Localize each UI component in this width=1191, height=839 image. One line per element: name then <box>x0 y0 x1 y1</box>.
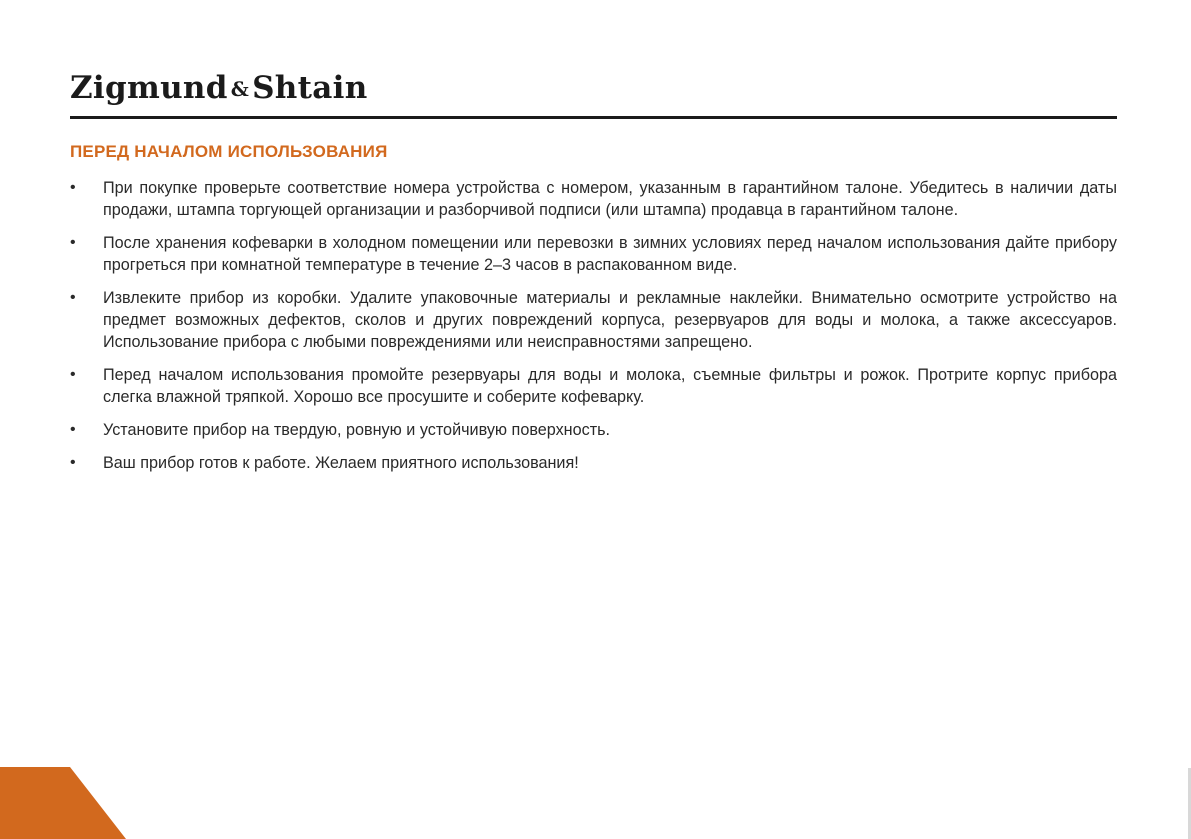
bullet-marker: • <box>70 421 76 438</box>
list-item-text: При покупке проверьте соответствие номера устройства с номером, указанным в гарантийном талоне. Убедитесь в наличии даты продажи, штампа торгующей организации и разборчивой подписи (или штампа) продавца в гарантийном талоне. <box>103 179 1117 219</box>
list-item <box>70 177 1117 221</box>
section-title: ПЕРЕД НАЧАЛОМ ИСПОЛЬЗОВАНИЯ <box>70 142 388 161</box>
instruction-list <box>70 177 1117 485</box>
bullet-marker: • <box>70 289 76 306</box>
list-item <box>70 364 1117 408</box>
list-item <box>70 419 1117 441</box>
list-item-text: Извлеките прибор из коробки. Удалите упаковочные материалы и рекламные наклейки. Внимательно осмотрите устройство на предмет возможных дефектов, сколов и других повреждений корпуса, резервуаров для воды и молока, а также аксессуаров. Использование прибора с любыми повреждениями или неисправностями запрещено. <box>103 289 1117 351</box>
bullet-marker: • <box>70 366 76 383</box>
list-item <box>70 232 1117 276</box>
bullet-marker: • <box>70 454 76 471</box>
bullet-marker: • <box>70 179 76 196</box>
list-item-text: Установите прибор на твердую, ровную и устойчивую поверхность. <box>103 421 611 439</box>
list-item-text: После хранения кофеварки в холодном помещении или перевозки в зимних условиях перед началом использования дайте прибору прогреться при комнатной температуре в течение 2–3 часов в распакованном виде. <box>103 234 1117 274</box>
list-item <box>70 452 1117 474</box>
bullet-marker: • <box>70 234 76 251</box>
brand-name-left: Zigmund <box>70 70 228 106</box>
brand-ampersand: & <box>230 77 250 101</box>
corner-accent-shape <box>0 767 126 839</box>
header-divider <box>70 116 1117 119</box>
list-item-text: Перед началом использования промойте резервуары для воды и молока, съемные фильтры и рожок. Протрите корпус прибора слегка влажной тряпкой. Хорошо все просушите и соберите кофеварку. <box>103 366 1117 406</box>
list-item-text: Ваш прибор готов к работе. Желаем приятного использования! <box>103 454 579 472</box>
brand-logo <box>70 68 368 111</box>
list-item <box>70 287 1117 353</box>
brand-name-right: Shtain <box>252 70 368 106</box>
